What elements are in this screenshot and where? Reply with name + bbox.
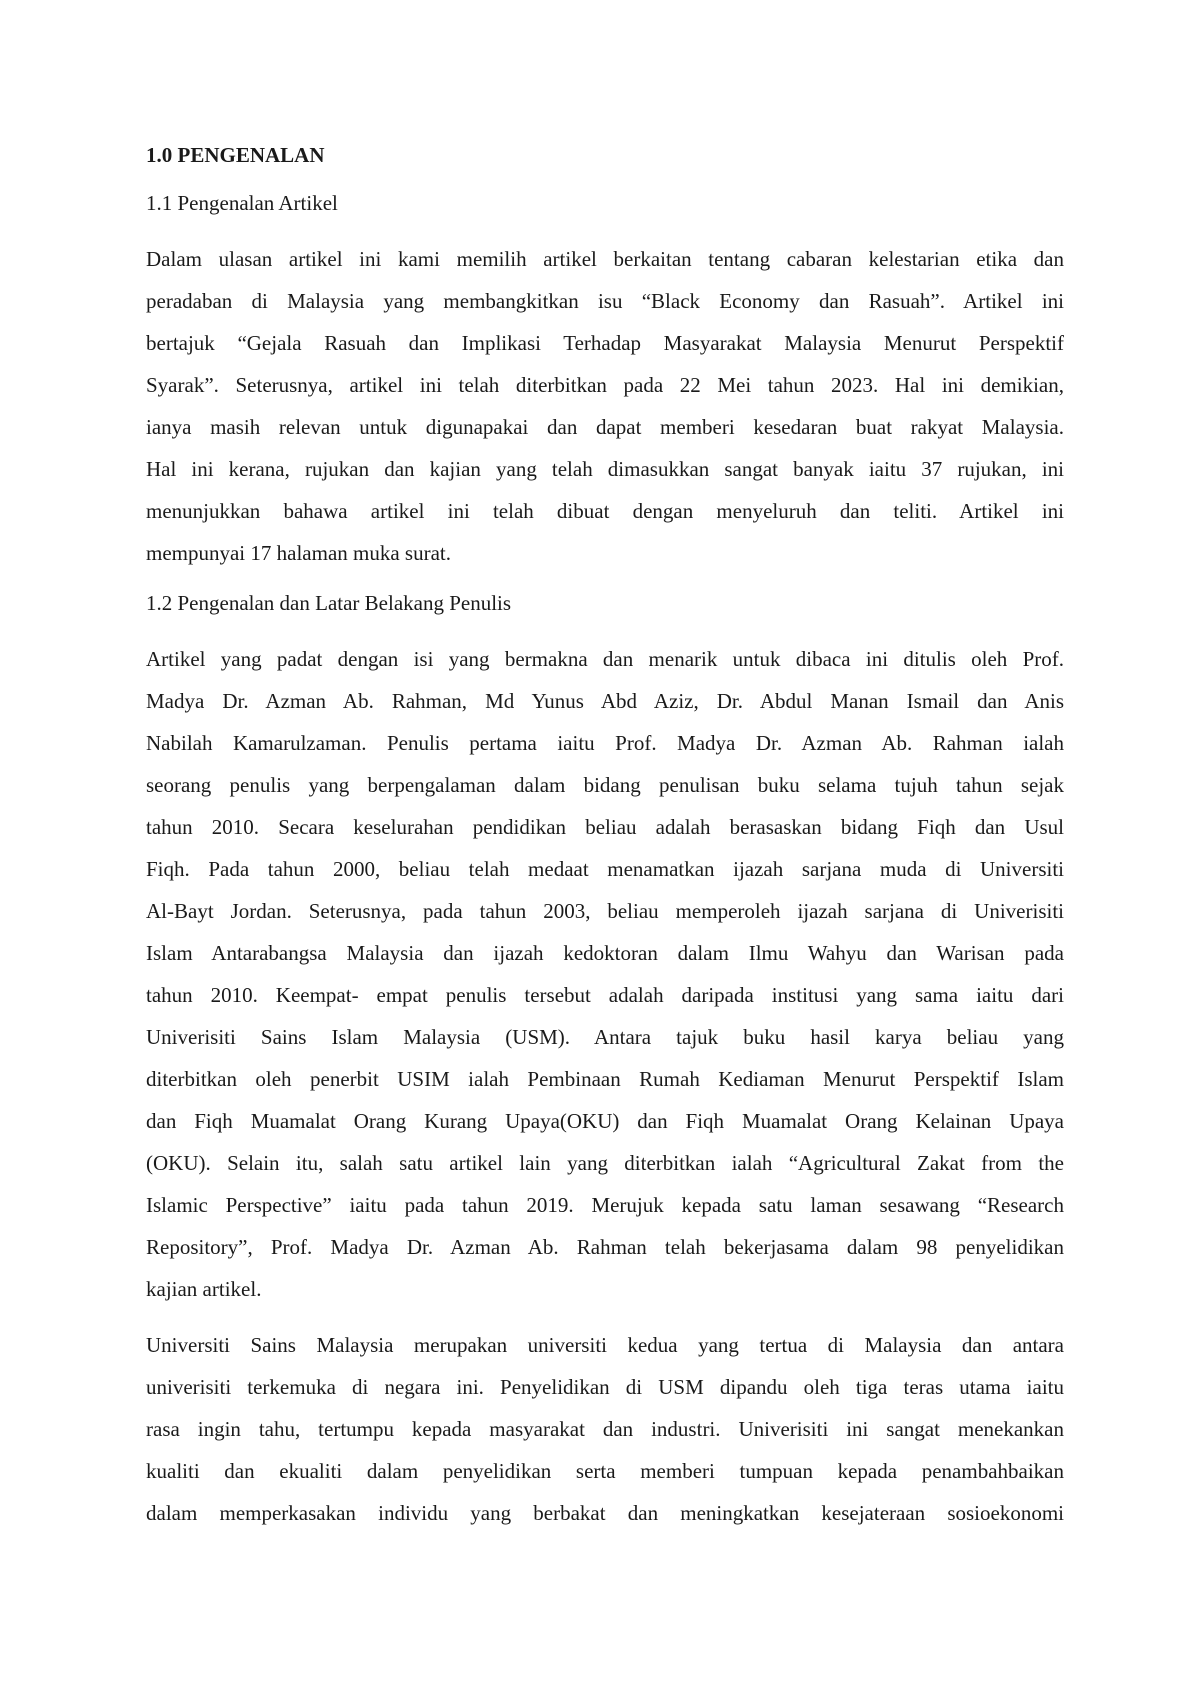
text-line: Repository”, Prof. Madya Dr. Azman Ab. Rahman telah bekerjasama dalam 98 penyelidikan <box>146 1235 1064 1259</box>
text-line: Univerisiti Sains Islam Malaysia (USM). Antara tajuk buku hasil karya beliau yang <box>146 1025 1064 1049</box>
text-line: Al-Bayt Jordan. Seterusnya, pada tahun 2003, beliau memperoleh ijazah sarjana di Univerisiti <box>146 899 1064 923</box>
subsection-title-1-1: 1.1 Pengenalan Artikel <box>146 191 338 215</box>
text-line: peradaban di Malaysia yang membangkitkan isu “Black Economy dan Rasuah”. Artikel ini <box>146 289 1064 313</box>
text-line: Syarak”. Seterusnya, artikel ini telah diterbitkan pada 22 Mei tahun 2023. Hal ini demikian, <box>146 373 1064 397</box>
text-line: Universiti Sains Malaysia merupakan universiti kedua yang tertua di Malaysia dan antara <box>146 1333 1064 1357</box>
paragraph-pengenalan-artikel <box>146 238 1064 574</box>
text-line: Islam Antarabangsa Malaysia dan ijazah kedoktoran dalam Ilmu Wahyu dan Warisan pada <box>146 941 1064 965</box>
subsection-title-1-2: 1.2 Pengenalan dan Latar Belakang Penulis <box>146 591 512 615</box>
text-line: Fiqh. Pada tahun 2000, beliau telah medaat menamatkan ijazah sarjana muda di Universiti <box>146 857 1064 881</box>
text-line: (OKU). Selain itu, salah satu artikel lain yang diterbitkan ialah “Agricultural Zakat from the <box>146 1151 1064 1175</box>
text-line: Artikel yang padat dengan isi yang bermakna dan menarik untuk dibaca ini ditulis oleh Prof. <box>146 647 1064 671</box>
text-line: tahun 2010. Keempat- empat penulis tersebut adalah daripada institusi yang sama iaitu dari <box>146 983 1064 1007</box>
text-line: menunjukkan bahawa artikel ini telah dibuat dengan menyeluruh dan teliti. Artikel ini <box>146 499 1064 523</box>
text-line: rasa ingin tahu, tertumpu kepada masyarakat dan industri. Univerisiti ini sangat menekankan <box>146 1417 1064 1441</box>
text-line: Madya Dr. Azman Ab. Rahman, Md Yunus Abd Aziz, Dr. Abdul Manan Ismail dan Anis <box>146 689 1064 713</box>
text-line: dan Fiqh Muamalat Orang Kurang Upaya(OKU) dan Fiqh Muamalat Orang Kelainan Upaya <box>146 1109 1064 1133</box>
paragraph-latar-belakang-penulis <box>146 638 1064 1310</box>
paragraph-universiti <box>146 1324 1064 1534</box>
text-line: tahun 2010. Secara keselurahan pendidikan beliau adalah berasaskan bidang Fiqh dan Usul <box>146 815 1064 839</box>
text-line: kajian artikel. <box>146 1277 262 1301</box>
document-page <box>146 140 1064 1534</box>
text-line: mempunyai 17 halaman muka surat. <box>146 541 452 565</box>
text-line: kualiti dan ekualiti dalam penyelidikan serta memberi tumpuan kepada penambahbaikan <box>146 1459 1064 1483</box>
text-line: Hal ini kerana, rujukan dan kajian yang telah dimasukkan sangat banyak iaitu 37 rujukan, ini <box>146 457 1064 481</box>
text-line: Dalam ulasan artikel ini kami memilih artikel berkaitan tentang cabaran kelestarian etika dan <box>146 247 1064 271</box>
section-heading: 1.0 PENGENALAN <box>146 143 325 167</box>
text-line: univerisiti terkemuka di negara ini. Penyelidikan di USM dipandu oleh tiga teras utama iaitu <box>146 1375 1064 1399</box>
text-line: seorang penulis yang berpengalaman dalam bidang penulisan buku selama tujuh tahun sejak <box>146 773 1064 797</box>
text-line: Nabilah Kamarulzaman. Penulis pertama iaitu Prof. Madya Dr. Azman Ab. Rahman ialah <box>146 731 1064 755</box>
text-line: dalam memperkasakan individu yang berbakat dan meningkatkan kesejateraan sosioekonomi <box>146 1501 1064 1525</box>
text-line: Islamic Perspective” iaitu pada tahun 2019. Merujuk kepada satu laman sesawang “Research <box>146 1193 1064 1217</box>
text-line: ianya masih relevan untuk digunapakai dan dapat memberi kesedaran buat rakyat Malaysia. <box>146 415 1064 439</box>
text-line: diterbitkan oleh penerbit USIM ialah Pembinaan Rumah Kediaman Menurut Perspektif Islam <box>146 1067 1064 1091</box>
text-line: bertajuk “Gejala Rasuah dan Implikasi Terhadap Masyarakat Malaysia Menurut Perspektif <box>146 331 1064 355</box>
